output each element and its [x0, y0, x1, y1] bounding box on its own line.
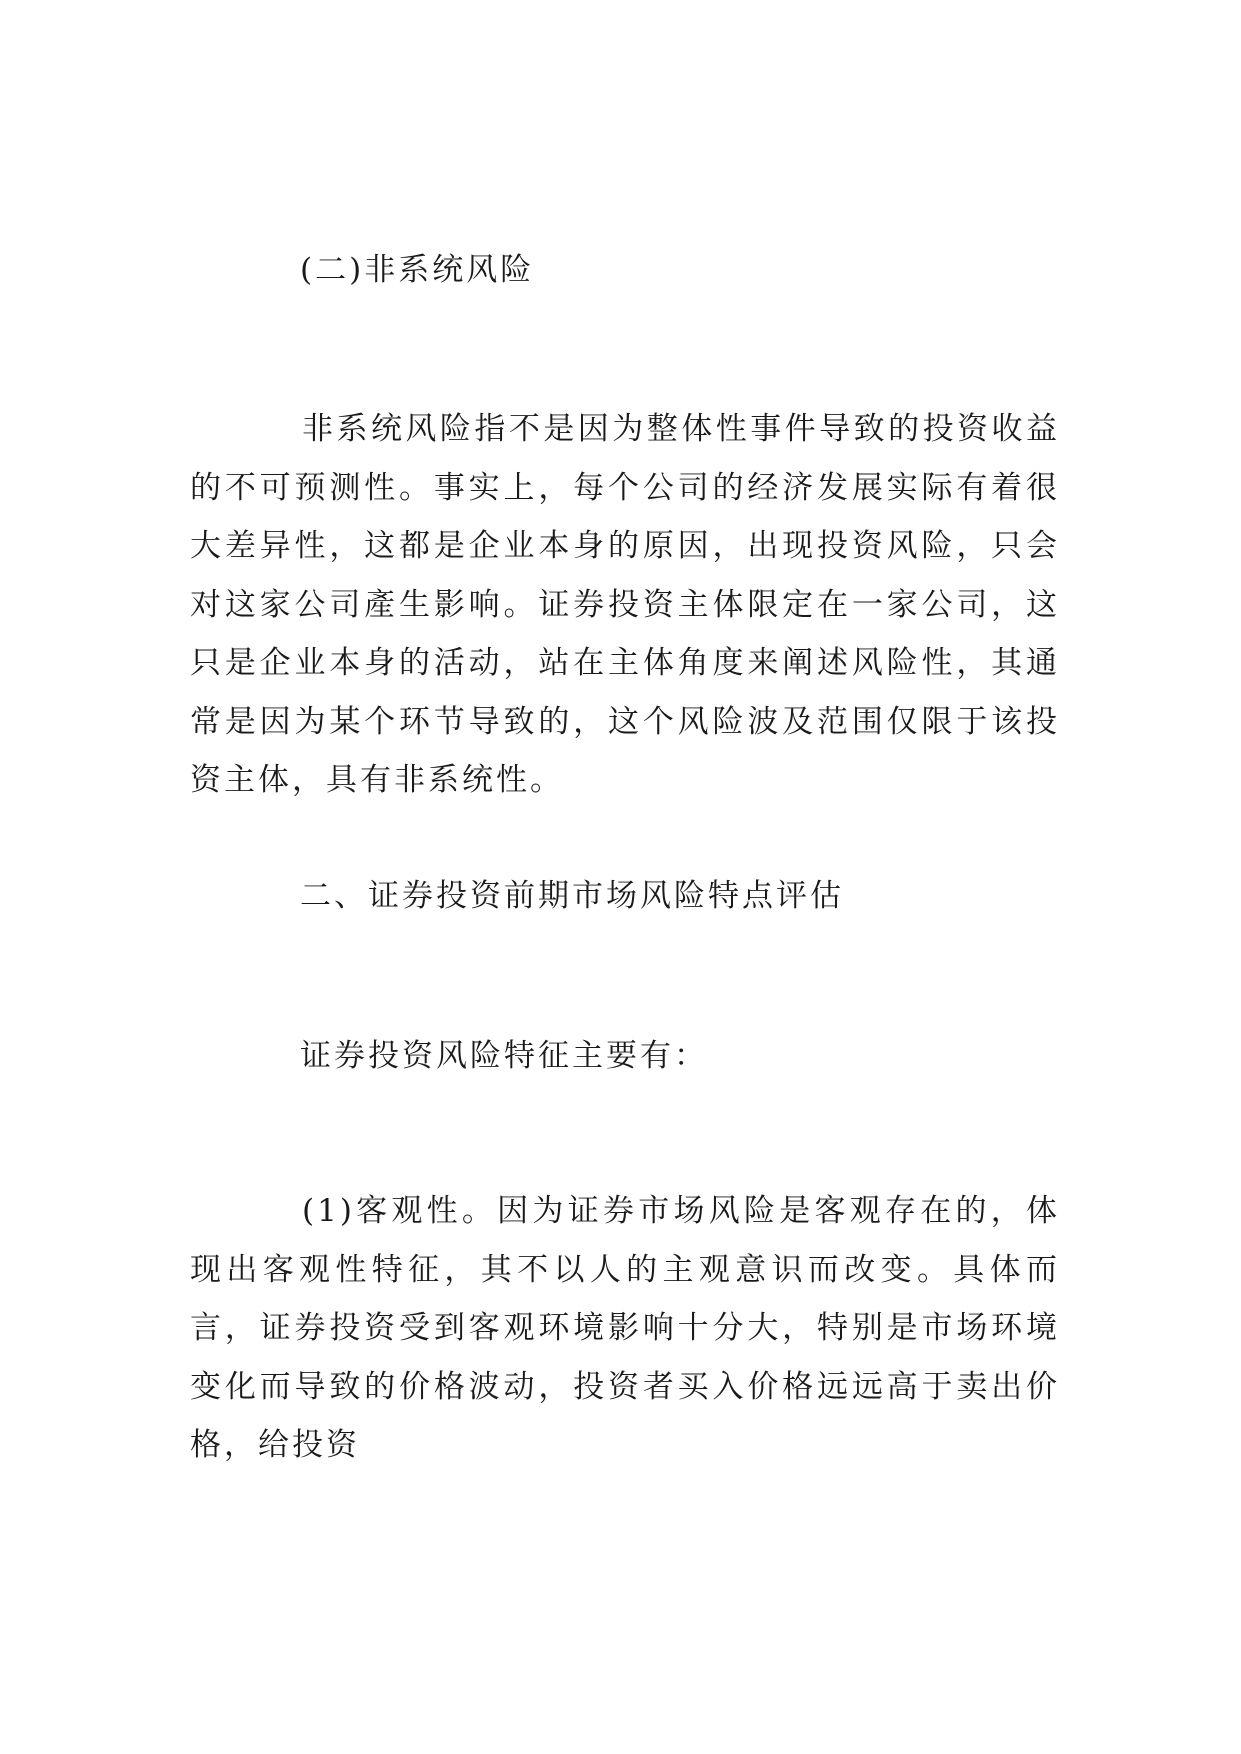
section-heading-risk-characteristics: 二、证券投资前期市场风险特点评估: [300, 878, 844, 914]
paragraph-objectivity: (1)客观性。因为证券市场风险是客观存在的，体现出客观性特征，其不以人的主观意识而改变。具体而言，证券投资受到客观环境影响十分大，特别是市场环境变化而导致的价格波动，投资者买入价格远远高于卖出价格，给投资: [190, 1193, 1060, 1463]
section-heading-main-features: 证券投资风险特征主要有：: [300, 1038, 708, 1074]
paragraph-non-systematic-risk: 非系统风险指不是因为整体性事件导致的投资收益的不可预测性。事实上，每个公司的经济发展实际有着很大差异性，这都是企业本身的原因，出现投资风险，只会对这家公司產生影响。证券投资主体限定在一家公司，这只是企业本身的活动，站在主体角度来阐述风险性，其通常是因为某个环节导致的，这个风险波及范围仅限于该投资主体，具有非系统性。: [190, 411, 1060, 798]
section-heading-non-systematic-risk: (二)非系统风险: [300, 252, 535, 288]
